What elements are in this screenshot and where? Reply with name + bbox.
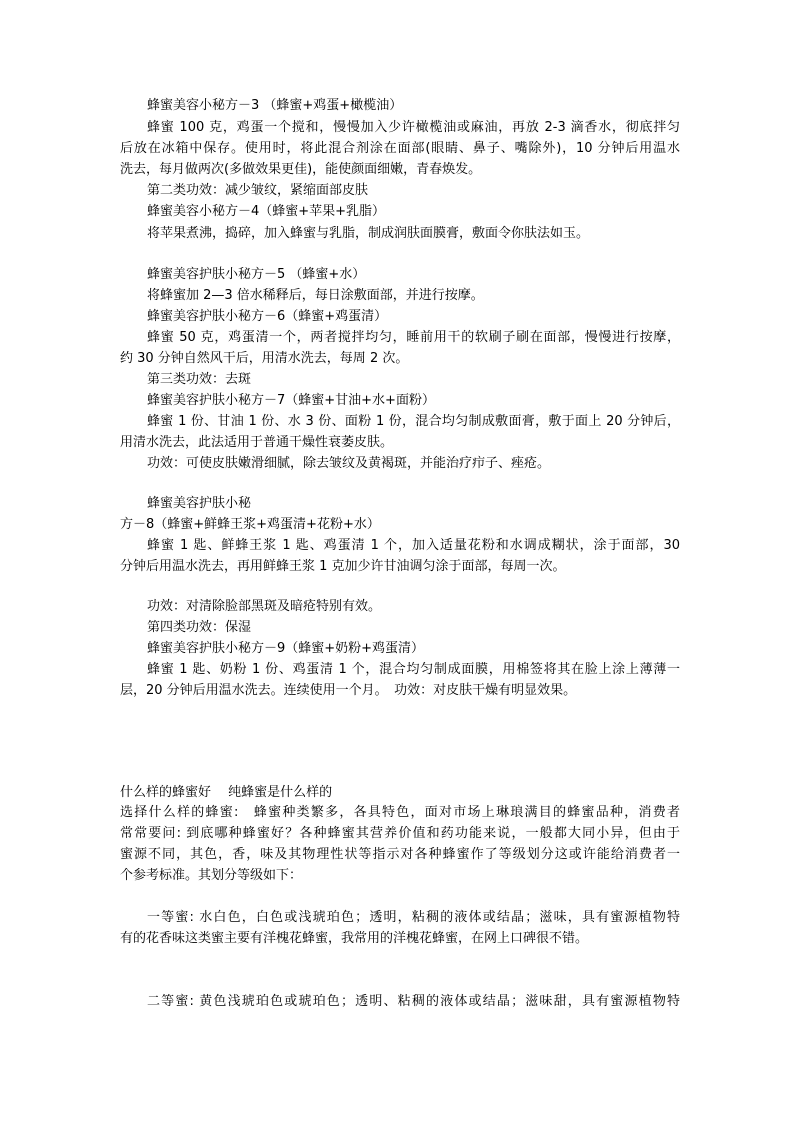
honey-intro-line-3: 蜜源不同，其色，香，味及其物理性状等指示对各种蜂蜜作了等级划分这或许能给消费者一 <box>120 847 680 862</box>
recipe-3-body-line-1: 蜂蜜 100 克，鸡蛋一个搅和，慢慢加入少许橄榄油或麻油，再放 2-3 滴香水，彻底拌匀 <box>147 120 680 135</box>
honey-intro-line-1: 选择什么样的蜂蜜: 蜂蜜种类繁多，各具特色，面对市场上琳琅满目的蜂蜜品种，消费者 <box>120 805 680 820</box>
recipe-6-body-line-1: 蜂蜜 50 克，鸡蛋清一个，两者搅拌均匀，睡前用干的软刷子刷在面部，慢慢进行按摩， <box>147 330 680 345</box>
honey-intro-line-4: 个参考标准。其划分等级如下： <box>120 868 303 883</box>
recipe-8-body-line-1: 蜂蜜 1 匙、鲜蜂王浆 1 匙、鸡蛋清 1 个，加入适量花粉和水调成糊状，涂于面部，30 <box>147 538 680 553</box>
recipe-5-body: 将蜂蜜加 2—3 倍水稀释后，每日涂敷面部，并进行按摩。 <box>147 288 484 303</box>
recipe-6-body-line-2: 约 30 分钟自然风干后，用清水洗去，每周 2 次。 <box>120 351 409 366</box>
grade-1-line-1: 一等蜜: 水白色，白色或浅琥珀色；透明，粘稠的液体或结晶；滋味，具有蜜源植物特 <box>147 910 680 925</box>
recipe-8-title-part-1: 蜂蜜美容护肤小秘 <box>147 496 252 511</box>
category-2-heading: 第二类功效：减少皱纹，紧缩面部皮肤 <box>147 183 369 198</box>
recipe-9-title: 蜂蜜美容护肤小秘方－9（蜂蜜+奶粉+鸡蛋清） <box>147 641 425 656</box>
category-3-heading: 第三类功效：去斑 <box>147 372 252 387</box>
recipe-6-title: 蜂蜜美容护肤小秘方－6（蜂蜜+鸡蛋清） <box>147 309 388 324</box>
recipe-8-body-line-2: 分钟后用温水洗去，再用鲜蜂王浆 1 克加少许甘油调匀涂于面部，每周一次。 <box>120 559 566 574</box>
recipe-7-body-line-2: 用清水洗去，此法适用于普通干燥性衰萎皮肤。 <box>120 435 394 450</box>
recipe-9-body-line-1: 蜂蜜 1 匙、奶粉 1 份、鸡蛋清 1 个，混合均匀制成面膜，用棉签将其在脸上涂上薄薄一 <box>147 662 680 677</box>
recipe-4-body: 将苹果煮沸，捣碎，加入蜂蜜与乳脂，制成润肤面膜膏，敷面令你肤法如玉。 <box>147 226 590 241</box>
recipe-5-title: 蜂蜜美容护肤小秘方－5 （蜂蜜+水） <box>147 267 366 282</box>
recipe-8-title-part-2: 方－8（蜂蜜+鲜蜂王浆+鸡蛋清+花粉+水） <box>120 517 380 532</box>
recipe-4-title: 蜂蜜美容小秘方－4（蜂蜜+苹果+乳脂） <box>147 204 386 219</box>
recipe-8-effect: 功效：对清除脸部黑斑及暗疮特别有效。 <box>147 599 382 614</box>
grade-2-line-1: 二等蜜: 黄色浅琥珀色或琥珀色；透明、粘稠的液体或结晶；滋味甜，具有蜜源植物特 <box>147 994 680 1009</box>
recipe-7-effect: 功效：可使皮肤嫩滑细腻，除去皱纹及黄褐斑，并能治疗疖子、痤疮。 <box>147 456 551 471</box>
recipe-3-title: 蜂蜜美容小秘方－3 （蜂蜜+鸡蛋+橄榄油） <box>147 98 403 113</box>
honey-intro-line-2: 常常要问: 到底哪种蜂蜜好？各种蜂蜜其营养价值和药功能来说，一般都大同小异，但由于 <box>120 826 680 841</box>
recipe-3-body-line-2: 后放在冰箱中保存。使用时，将此混合剂涂在面部(眼睛、鼻子、嘴除外)，10 分钟后用温水 <box>120 141 680 156</box>
grade-1-line-2: 有的花香味这类蜜主要有洋槐花蜂蜜，我常用的洋槐花蜂蜜，在网上口碑很不错。 <box>120 931 589 946</box>
category-4-heading: 第四类功效：保湿 <box>147 620 252 635</box>
recipe-9-body-line-2: 层，20 分钟后用温水洗去。连续使用一个月。 功效：对皮肤干燥有明显效果。 <box>120 683 577 698</box>
recipe-3-body-line-3: 洗去，每月做两次(多做效果更佳)，能使颜面细嫩，青春焕发。 <box>120 162 482 177</box>
honey-section-heading: 什么样的蜂蜜好 纯蜂蜜是什么样的 <box>120 785 333 800</box>
recipe-7-title: 蜂蜜美容护肤小秘方－7（蜂蜜+甘油+水+面粉） <box>147 393 435 408</box>
recipe-7-body-line-1: 蜂蜜 1 份、甘油 1 份、水 3 份、面粉 1 份，混合均匀制成敷面膏，敷于面上 20 分钟后， <box>147 414 680 429</box>
